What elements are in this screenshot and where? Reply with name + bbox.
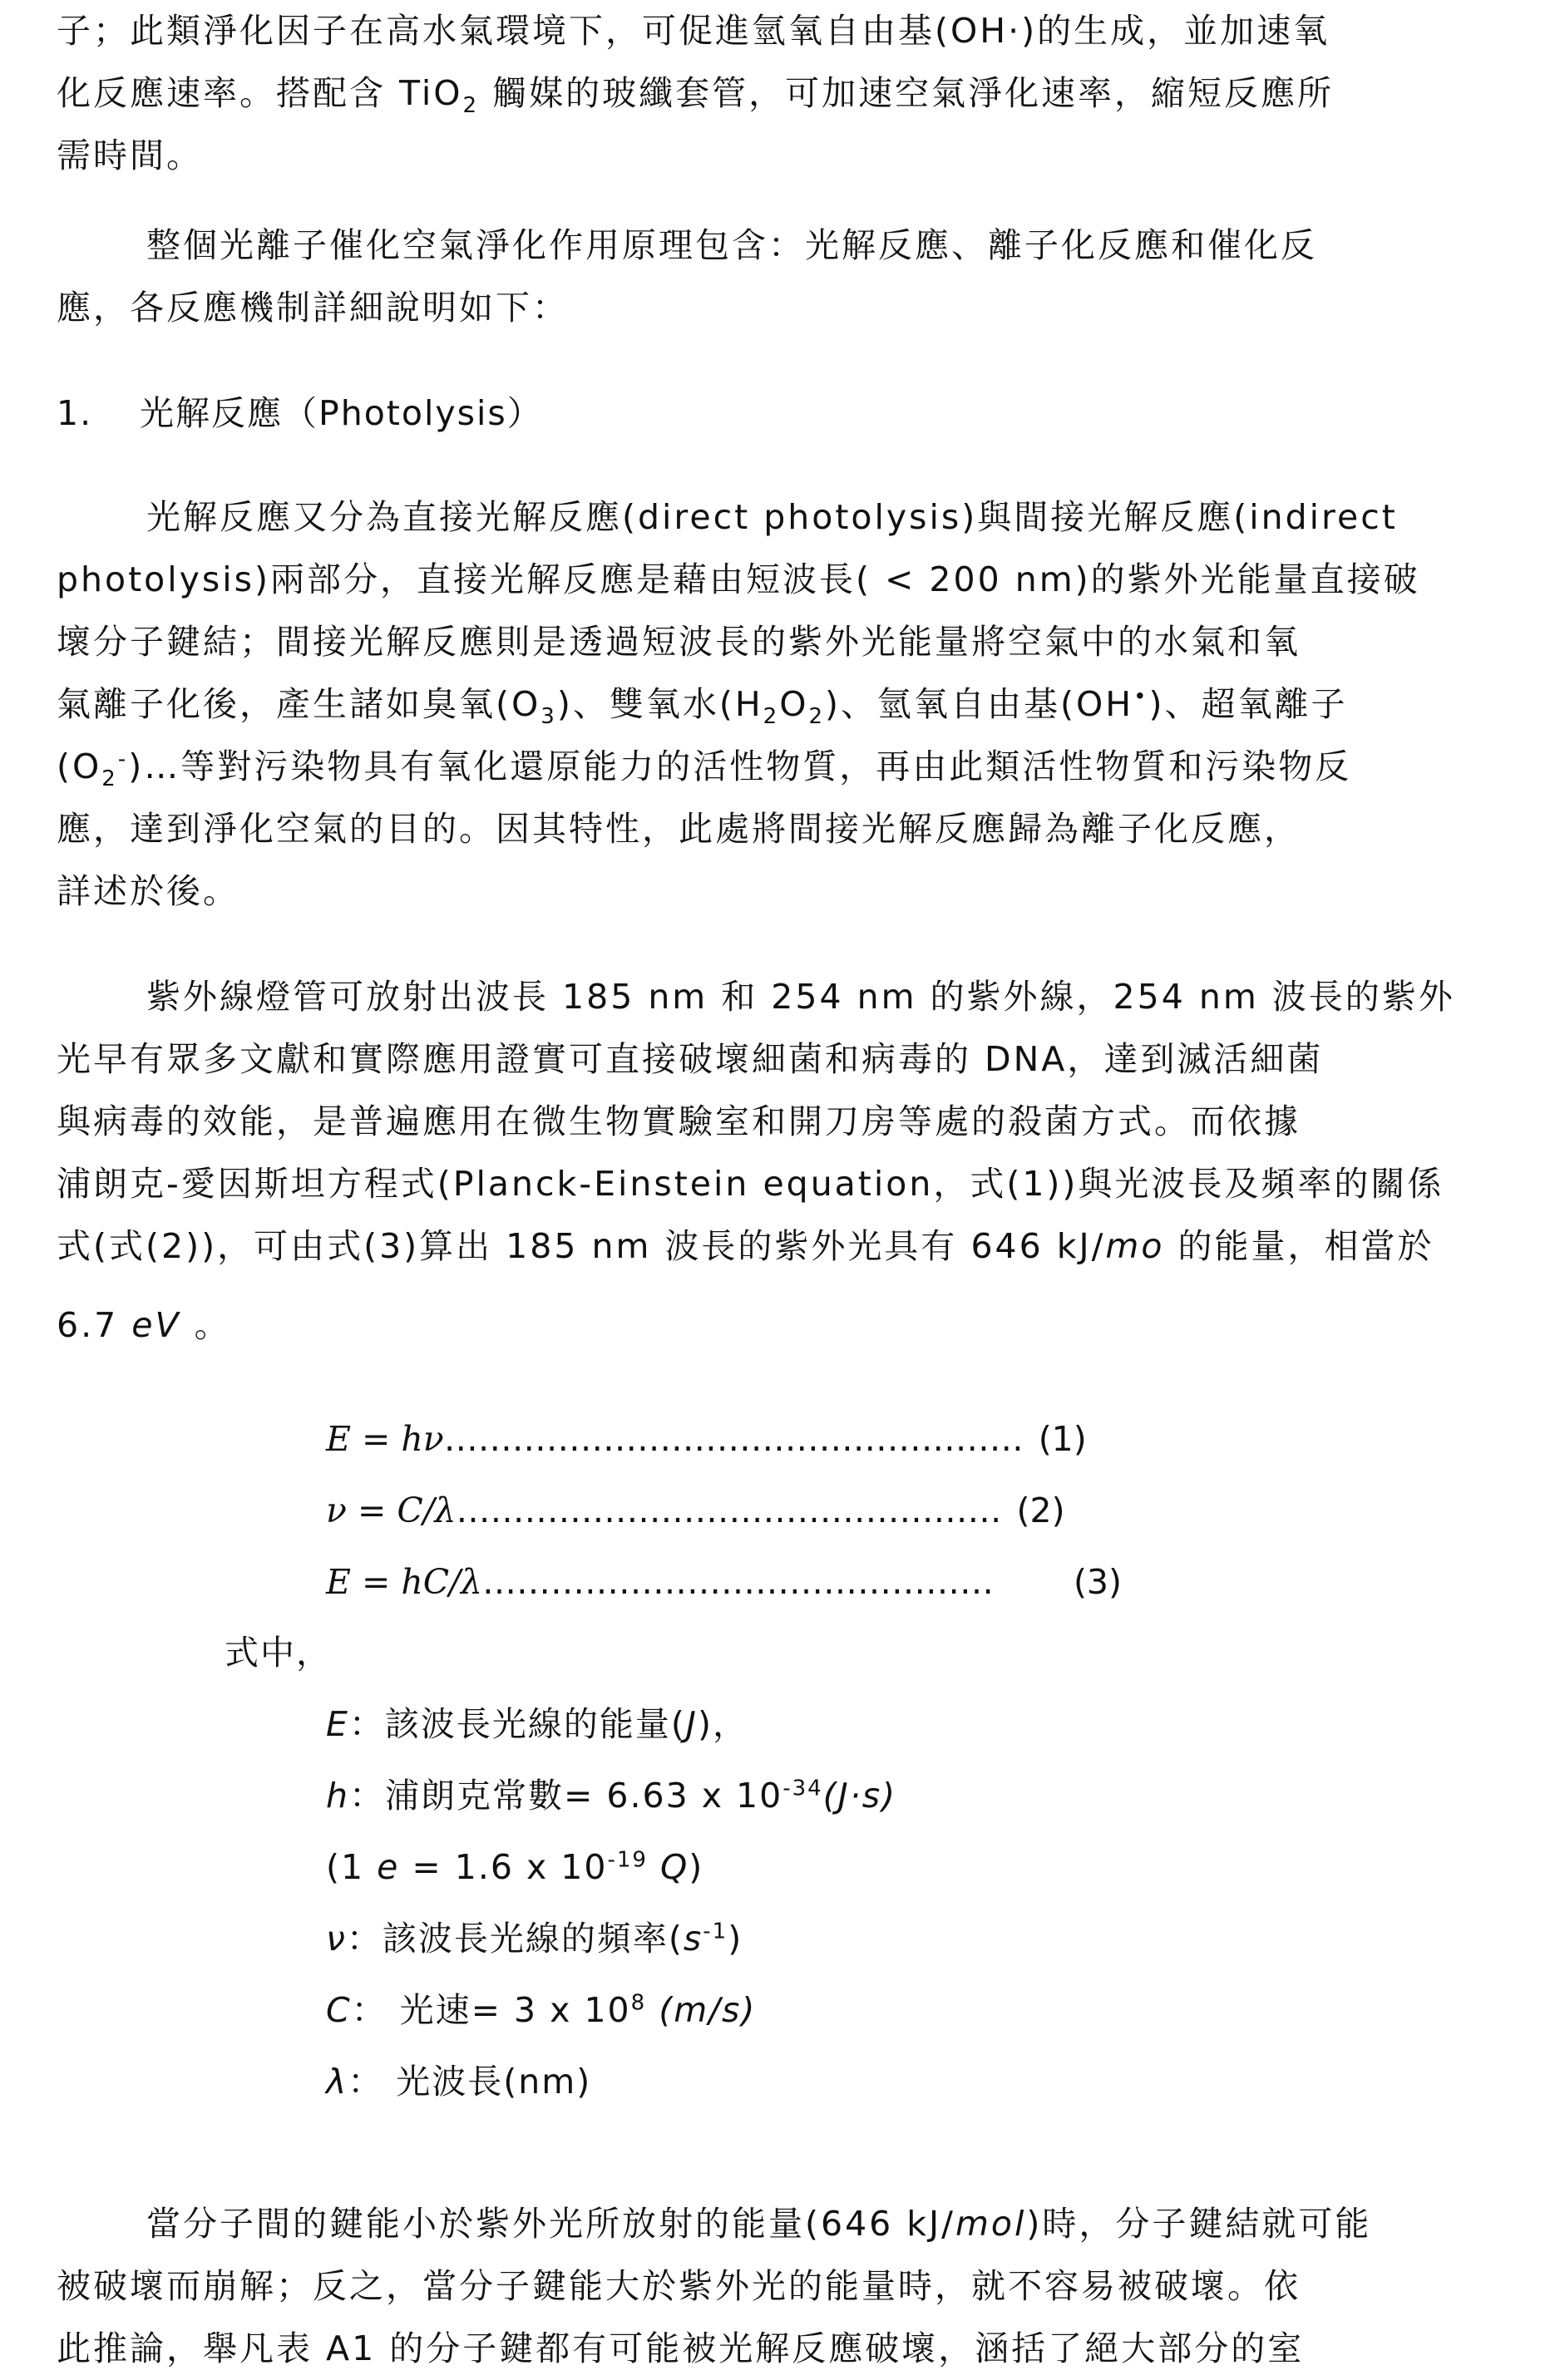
text-line: 整個光離子催化空氣淨化作用原理包含：光解反應、離子化反應和催化反	[146, 225, 1317, 265]
section-number: 1.	[57, 393, 93, 433]
text-line: 應，各反應機制詳細說明如下：	[57, 288, 569, 328]
paragraph-5	[57, 2193, 1495, 2380]
equation-number: (1)	[1038, 1419, 1087, 1459]
paragraph-3	[57, 486, 1495, 923]
text-line: 子；此類淨化因子在高水氣環境下，可促進氫氧自由基(OH·)的生成，並加速氧	[57, 11, 1330, 51]
variable-E: E：該波長光線的能量(J)，	[326, 1704, 748, 1744]
equation-number: (3)	[1073, 1562, 1123, 1602]
text-line: 紫外線燈管可放射出波長 185 nm 和 254 nm 的紫外線，254 nm 波長的紫外	[146, 977, 1455, 1017]
equation-1	[326, 1403, 1087, 1475]
text-line: 需時間。	[57, 136, 203, 175]
text-line: 應，達到淨化空氣的目的。因其特性，此處將間接光解反應歸為離子化反應，	[57, 809, 1301, 849]
equation-leader: ………………………………………	[481, 1562, 994, 1602]
text-line: 化反應速率。搭配含 TiO$_2$ 觸媒的玻纖套管，可加速空氣淨化速率，縮短反應所	[57, 73, 1335, 119]
paragraph-2	[57, 214, 1495, 339]
text-line: 式(式(2))，可由式(3)算出 185 nm 波長的紫外光具有 646 kJ/mo 的能量，相當於	[57, 1226, 1434, 1266]
text-line: 光解反應又分為直接光解反應(direct photolysis)與間接光解反應(indirect	[146, 497, 1398, 537]
equation-2	[326, 1475, 1065, 1546]
text-line: photolysis)兩部分，直接光解反應是藉由短波長( < 200 nm)的紫外光能量直接破	[57, 559, 1420, 599]
text-line: $(O_2^-)\dots$等對污染物具有氧化還原能力的活性物質，再由此類活性物質和污染物反	[57, 747, 1352, 792]
text-line: 當分子間的鍵能小於紫外光所放射的能量(646 kJ/mol)時，分子鍵結就可能	[146, 2204, 1372, 2244]
equation-leader: ……………………………………………	[443, 1419, 1024, 1459]
text-line: 與病毒的效能，是普遍應用在微生物實驗室和開刀房等處的殺菌方式。而依據	[57, 1101, 1301, 1141]
variable-lambda: λ： 光波長(nm)	[326, 2062, 592, 2102]
text-line: 壞分子鍵結；間接光解反應則是透過短波長的紫外光能量將空氣中的水氣和氧	[57, 622, 1301, 662]
equation-expression: E = hν	[326, 1419, 444, 1459]
section-heading	[57, 382, 543, 445]
paragraph-4	[57, 966, 1495, 1357]
text-line: 被破壞而崩解；反之，當分子鍵能大於紫外光的能量時，就不容易被破壞。依	[57, 2266, 1301, 2306]
where-label: 式中，	[225, 1633, 332, 1673]
equation-number: (2)	[1016, 1491, 1065, 1530]
variable-e: (1 e = 1.6 x $10^{-19}$ Q)	[326, 1847, 704, 1887]
equation-expression: ν = C/λ	[326, 1491, 457, 1530]
text-line: 詳述於後。	[57, 871, 239, 911]
text-line: 氣離子化後，產生諸如臭氧$(O_3)$、雙氧水$(H_2O_2)$、氫氧自由基(OH•)、超氧離子	[57, 684, 1348, 730]
text-line: 6.7 eV 。	[57, 1305, 231, 1345]
text-line: 光早有眾多文獻和實際應用證實可直接破壞細菌和病毒的 DNA，達到滅活細菌	[57, 1039, 1324, 1079]
paragraph-1	[57, 0, 1495, 187]
equation-3	[326, 1546, 1122, 1618]
text-line: 浦朗克-愛因斯坦方程式(Planck-Einstein equation，式(1))與光波長及頻率的關係	[57, 1164, 1444, 1204]
section-title: 光解反應（Photolysis）	[140, 393, 543, 433]
equation-leader: …………………………………………	[456, 1491, 1002, 1530]
equation-expression: E = hC/λ	[326, 1562, 482, 1602]
variable-nu: ν：該波長光線的頻率$(s^{-1})$	[326, 1919, 743, 1959]
variable-h: h：浦朗克常數= 6.63 x $10^{-34}(J\cdot s)$	[326, 1776, 897, 1816]
variable-C: C： 光速= 3 x $10^8$ (m/s)	[326, 1990, 757, 2030]
text-line: 此推論，舉凡表 A1 的分子鍵都有可能被光解反應破壞，涵括了絕大部分的室	[57, 2328, 1305, 2368]
